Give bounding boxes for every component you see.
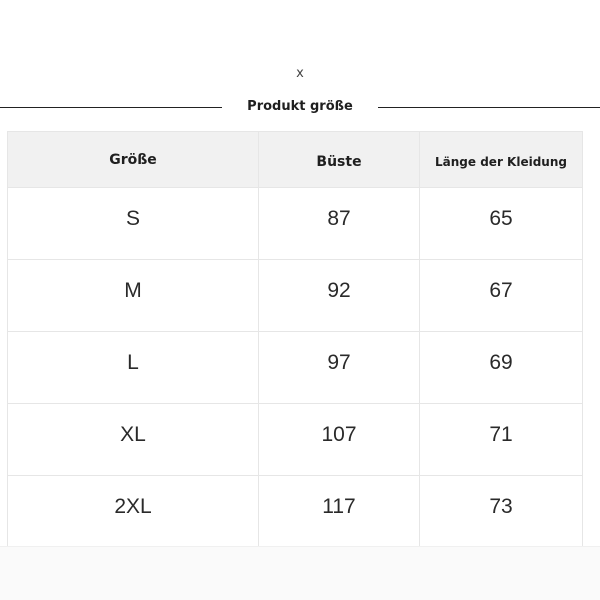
cell-length: 69 bbox=[420, 332, 583, 404]
page-title: Produkt größe bbox=[247, 99, 353, 114]
table-row bbox=[8, 404, 583, 476]
title-divider bbox=[0, 97, 600, 117]
cell-bust: 92 bbox=[259, 260, 420, 332]
cell-bust: 117 bbox=[259, 476, 420, 548]
divider-line-left bbox=[0, 107, 222, 108]
table-row bbox=[8, 260, 583, 332]
cell-size: S bbox=[8, 188, 259, 260]
column-header-length: Länge der Kleidung bbox=[420, 132, 583, 188]
table-row bbox=[8, 476, 583, 548]
bottom-band bbox=[0, 546, 600, 600]
cell-length: 67 bbox=[420, 260, 583, 332]
cell-size: L bbox=[8, 332, 259, 404]
cell-length: 65 bbox=[420, 188, 583, 260]
close-icon[interactable]: x bbox=[296, 66, 304, 81]
cell-size: M bbox=[8, 260, 259, 332]
table-header-row bbox=[8, 132, 583, 188]
cell-length: 73 bbox=[420, 476, 583, 548]
cell-bust: 97 bbox=[259, 332, 420, 404]
table-row bbox=[8, 188, 583, 260]
size-table bbox=[7, 131, 583, 548]
cell-size: XL bbox=[8, 404, 259, 476]
cell-size: 2XL bbox=[8, 476, 259, 548]
cell-length: 71 bbox=[420, 404, 583, 476]
cell-bust: 87 bbox=[259, 188, 420, 260]
column-header-size: Größe bbox=[8, 132, 259, 188]
cell-bust: 107 bbox=[259, 404, 420, 476]
table-row bbox=[8, 332, 583, 404]
column-header-bust: Büste bbox=[259, 132, 420, 188]
divider-line-right bbox=[378, 107, 600, 108]
